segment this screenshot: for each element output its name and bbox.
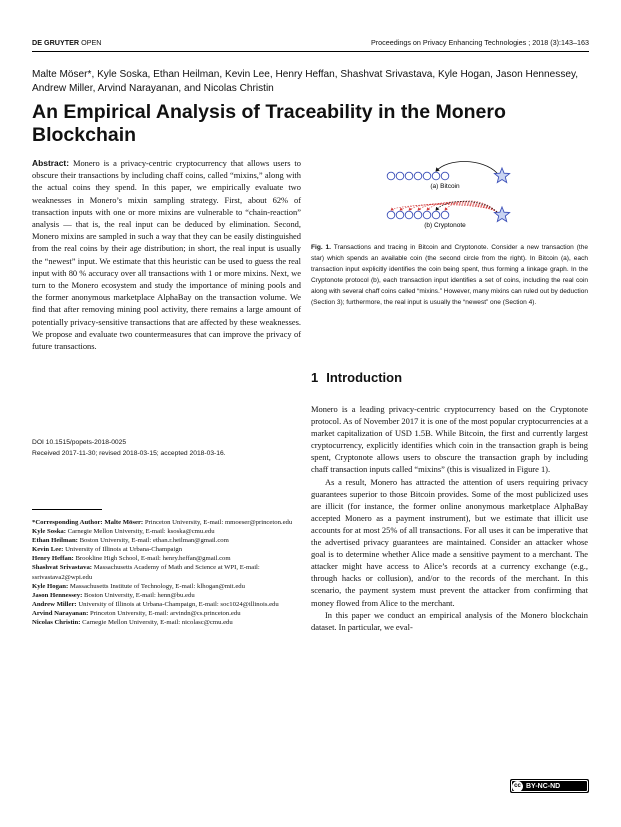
affiliation-name: Henry Heffan: [32, 555, 74, 563]
license-badge[interactable] [510, 779, 589, 793]
affiliation-item [32, 527, 301, 536]
affiliation-detail: Brookline High School, E-mail: henry.heffan@gmail.com [73, 555, 231, 563]
coin-circle [405, 211, 413, 219]
section-body [311, 403, 588, 633]
section-heading [311, 370, 588, 385]
figure-label-cryptonote: (b) Cryptonote [424, 222, 466, 229]
coin-circle [387, 172, 395, 180]
real-input-arrow [436, 201, 497, 212]
received-dates: Received 2017-11-30; revised 2018-03-15; accepted 2018-03-16. [32, 450, 226, 457]
author-list: Malte Möser*, Kyle Soska, Ethan Heilman, Kevin Lee, Henry Heffan, Shashvat Srivastava, Kyle Hogan, Jason Hennessey, Andrew Miller, Arvind Narayanan, and Nicolas Christin [32, 69, 579, 94]
running-header [32, 38, 589, 47]
abstract [32, 157, 301, 352]
affiliation-item [32, 545, 301, 554]
affiliation-name: Kyle Soska: [32, 528, 66, 536]
cryptonote-diagram [387, 201, 509, 222]
transaction-star [494, 168, 509, 182]
doi: DOI 10.1515/popets-2018-0025 [32, 439, 127, 446]
publisher-name: DE GRUYTER [32, 38, 80, 47]
paragraph: In this paper we conduct an empirical analysis of the Monero blockchain dataset. In particular, we eval- [311, 609, 588, 632]
article-meta [32, 437, 301, 459]
affiliation-name: Arvind Narayanan: [32, 609, 89, 617]
caption-text: Transactions and tracing in Bitcoin and Cryptonote. Consider a new transaction (the star) which spends an available coin (the second circle from the right). In Bitcoin (a), each transaction input explicitly identifies the coin being spent, thus forming a linkage graph. In the Cryptonote protocol (b), each transaction input identifies a set of coins, including the real coin along with several chaff coins called “mixins.” However, many mixins can ruled out by deduction (Section 3); furthermore, the real input is usually the “newest” one (Section 4). [311, 244, 588, 306]
coin-circle [396, 172, 404, 180]
abstract-label: Abstract: [32, 158, 70, 168]
affiliation-name: Shashvat Srivastava: [32, 564, 93, 572]
section-number: 1 [311, 370, 319, 385]
figure-caption [311, 243, 588, 308]
affiliation-item [32, 536, 301, 545]
affiliation-detail: Massachusetts Academy of Math and Science at WPI, E-mail: ssrivastava2@wpi.edu [32, 564, 260, 581]
journal-citation: Proceedings on Privacy Enhancing Technologies ; 2018 (3):143–163 [370, 38, 589, 47]
affiliation-detail: University of Illinois at Urbana-Champaign, E-mail: soc1024@illinois.edu [76, 600, 279, 608]
coin-circle [441, 172, 449, 180]
publisher [32, 38, 102, 47]
affiliation-detail: University of Illinois at Urbana-Champaign [63, 546, 183, 554]
coin-circle [405, 172, 413, 180]
coin-circle [414, 211, 422, 219]
section-title: Introduction [326, 370, 403, 385]
affiliation-detail: Carnegie Mellon University, E-mail: nicolasc@cmu.edu [80, 619, 233, 627]
affiliation-item [32, 618, 301, 627]
affiliation-detail: Boston University, E-mail: henn@bu.edu [82, 591, 195, 599]
figure-1-diagram [311, 161, 588, 233]
affiliation-detail: Princeton University, E-mail: mmoeser@princeton.edu [143, 519, 293, 526]
affiliation-item [32, 554, 301, 563]
affiliation-detail: Princeton University, E-mail: arvindn@cs.princeton.edu [88, 609, 241, 617]
affiliation-name: Kyle Hogan: [32, 582, 69, 590]
paragraph: Monero is a leading privacy-centric cryptocurrency based on the Cryptonote protocol. As of November 2017 it is one of the most popular cryptocurrencies at a market capitalization of USD 1.5B. While Bitcoin, the first and currently largest cryptocurrency, explicitly identifies which coin in the transaction graph is being spent, Cryptonote allows users to obscure the transaction graph by including chaff transaction inputs called “mixins” (this is visualized in Figure 1). [311, 404, 588, 475]
affiliation-item [32, 582, 301, 591]
affiliation-name: Andrew Miller: [32, 600, 77, 608]
paper-title: An Empirical Analysis of Traceability in the Monero Blockchain [32, 101, 506, 146]
affiliation-detail: Carnegie Mellon University, E-mail: ksoska@cmu.edu [66, 528, 215, 536]
mixin-arrow [400, 204, 497, 212]
caption-label: Fig. 1. [311, 244, 331, 251]
affiliation-name: Nicolas Christin: [32, 619, 81, 627]
bitcoin-diagram [387, 162, 509, 183]
affiliation-item [32, 600, 301, 609]
abstract-text: Monero is a privacy-centric cryptocurrency that allows users to obscure their transactions by including chaff coins, called “mixins,” along with the actual coins they spend. In this paper, we empirically evaluate two weaknesses in Monero’s mixin sampling strategy. First, about 62% of transaction inputs with one or more mixins are vulnerable to “chain-reaction” analysis — that is, the real input can be deduced by elimination. Second, Monero mixins are sampled in such a way that they can be easily distinguished from the real coins by their age distribution; in short, the real input is usually the “newest” input. We estimate that this heuristic can be used to guess the real input with 80 % accuracy over all transactions with 1 or more mixins. Next, we turn to the Monero ecosystem and study the importance of mining pools and the former anonymous marketplace AlphaBay on the transaction volume. We find that after removing mining pool activity, there remains a large amount of potentially privacy-sensitive transactions that are affected by these weaknesses. We propose and evaluate two countermeasures that can improve the privacy of future transactions. [32, 158, 301, 352]
coin-circle [396, 211, 404, 219]
affiliation-detail: Boston University, E-mail: ethan.r.heilman@gmail.com [77, 537, 229, 545]
figure-label-bitcoin: (a) Bitcoin [430, 183, 460, 190]
transaction-star [494, 207, 509, 221]
affiliation-item [32, 518, 301, 527]
coin-circle [432, 211, 440, 219]
affiliation-name: *Corresponding Author: Malte Möser: [32, 519, 144, 526]
footnote-rule [32, 509, 102, 510]
affiliation-detail: Massachusetts Institute of Technology, E-mail: klhogan@mit.edu [68, 582, 245, 590]
coin-circle [423, 172, 431, 180]
header-rule [32, 51, 589, 52]
affiliation-name: Ethan Heilman: [32, 537, 78, 545]
coin-circle [423, 211, 431, 219]
license-text: BY-NC-ND [526, 782, 561, 790]
affiliation-item [32, 563, 301, 581]
cc-icon: cc [512, 781, 523, 792]
affiliation-name: Jason Hennessey: [32, 591, 83, 599]
coin-circle [432, 172, 440, 180]
affiliation-item [32, 591, 301, 600]
coin-circle [387, 211, 395, 219]
affiliation-name: Kevin Lee: [32, 546, 64, 554]
publisher-suffix: OPEN [79, 38, 102, 47]
affiliations [32, 518, 301, 627]
real-input-arrow [436, 162, 497, 173]
affiliation-item [32, 609, 301, 618]
coin-circle [414, 172, 422, 180]
coin-circle [441, 211, 449, 219]
figure-1 [311, 161, 588, 233]
paragraph: As a result, Monero has attracted the attention of users requiring privacy guarantees superior to those Bitcoin provides. Some of the most publicized uses are illicit (for instance, the former online anonymous marketplace AlphaBay accepted Monero as a payment instrument), but we estimate that illicit use accounts for at most 25% of all transactions. For all uses it can be imperative that the advertised privacy guarantees are maintained. Consider an attacker whose goal is to determine whether Alice made a sensitive payment to a merchant. The attacker might have access to Alice’s records at a currency exchange (e.g., through hacks or collusion), and/or to the records of the merchant. In this scenario, the payment system must prevent the attacker from confirming that money flowed from Alice to the merchant. [311, 476, 588, 608]
